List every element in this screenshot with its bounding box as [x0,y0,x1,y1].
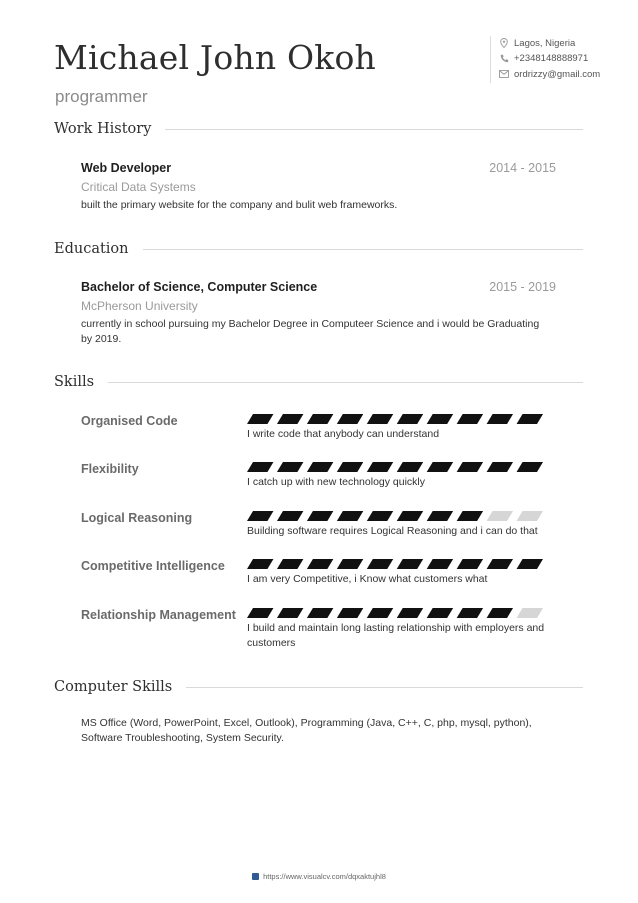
skill-name: Relationship Management [81,608,236,622]
education-institution: McPherson University [81,299,198,313]
skill-segment-filled [337,414,363,424]
education-title: Education [54,241,129,257]
skill-level-bar [247,511,543,521]
contact-email-text: ordrizzy@gmail.com [514,68,601,80]
skill-description: I catch up with new technology quickly [247,476,426,488]
education-section-header [54,241,583,257]
skill-segment-filled [457,462,483,472]
skill-segment-filled [397,559,423,569]
education-description: currently in school pursuing my Bachelor Degree in Computeer Science and i would be Graduating by 2019. [81,318,540,345]
skill-name: Competitive Intelligence [81,559,225,573]
contact-phone [499,52,638,66]
skill-segment-filled [517,414,543,424]
job-position: Web Developer [81,161,172,175]
skill-segment-filled [457,511,483,521]
skills-section-header [54,374,583,390]
footer-url[interactable]: https://www.visualcv.com/dqxaktujhl8 [263,872,386,881]
skill-segment-filled [367,608,393,618]
skill-description: I build and maintain long lasting relationship with employers and customers [247,622,545,649]
skill-description: Building software requires Logical Reasoning and i can do that [247,525,538,537]
job-description: built the primary website for the company and bulit web frameworks. [81,199,398,211]
skill-segment-filled [397,414,423,424]
skill-segment-empty [487,511,513,521]
section-divider [186,687,583,688]
skill-level-bar [247,559,543,569]
section-divider [143,249,583,250]
skill-segment-filled [247,608,273,618]
skill-name: Flexibility [81,462,139,476]
skill-segment-filled [397,462,423,472]
contact-email [499,67,638,81]
skill-level-bar [247,462,543,472]
skills-title: Skills [54,374,95,390]
skill-level-bar [247,608,543,618]
computer-skills-section-header [54,679,583,695]
skill-segment-filled [367,559,393,569]
skill-segment-filled [367,414,393,424]
skill-segment-filled [307,608,333,618]
phone-icon [499,54,509,64]
location-pin-icon [499,38,509,48]
skill-segment-filled [427,511,453,521]
skill-description: I write code that anybody can understand [247,428,440,440]
candidate-role: programmer [55,87,148,106]
skill-segment-filled [427,608,453,618]
section-divider [108,382,583,383]
skill-segment-filled [337,559,363,569]
skill-segment-empty [517,511,543,521]
skill-name: Logical Reasoning [81,511,193,525]
work-history-title: Work History [54,121,152,137]
skill-segment-filled [337,511,363,521]
skill-segment-filled [487,608,513,618]
contact-block [490,36,638,83]
skill-segment-filled [397,511,423,521]
computer-skills-title: Computer Skills [54,679,173,695]
skill-segment-filled [307,559,333,569]
skill-segment-filled [367,462,393,472]
skill-segment-filled [427,414,453,424]
footer [0,872,638,881]
candidate-name: Michael John Okoh [54,38,376,77]
skill-segment-filled [487,462,513,472]
skill-segment-filled [247,559,273,569]
skill-segment-filled [427,559,453,569]
skill-segment-filled [247,414,273,424]
work-history-section-header [54,121,583,137]
skill-segment-filled [517,559,543,569]
skill-segment-filled [307,462,333,472]
section-divider [165,129,583,130]
skill-segment-filled [337,608,363,618]
skill-segment-filled [307,414,333,424]
computer-skills-text: MS Office (Word, PowerPoint, Excel, Outlook), Programming (Java, C++, C, php, mysql, python), Software Troubleshooting, System Security. [81,717,532,744]
skill-segment-filled [247,511,273,521]
job-company: Critical Data Systems [81,180,196,194]
skill-description: I am very Competitive, i Know what customers what [247,573,488,585]
skill-segment-filled [307,511,333,521]
skill-name: Organised Code [81,414,178,428]
contact-location [499,36,638,50]
skill-level-bar [247,414,543,424]
contact-location-text: Lagos, Nigeria [514,37,576,49]
skill-segment-filled [247,462,273,472]
skill-segment-filled [367,511,393,521]
skill-segment-filled [427,462,453,472]
skill-segment-filled [277,608,303,618]
degree-title: Bachelor of Science, Computer Science [81,280,318,294]
skill-segment-filled [457,608,483,618]
skill-segment-filled [517,462,543,472]
skill-segment-filled [457,414,483,424]
mail-icon [499,69,509,79]
skill-segment-filled [487,414,513,424]
skill-segment-filled [457,559,483,569]
skill-segment-filled [487,559,513,569]
visualcv-logo-icon [252,873,259,880]
skill-segment-filled [277,511,303,521]
skill-segment-filled [277,559,303,569]
skill-segment-filled [397,608,423,618]
contact-phone-text: +2348148888971 [514,53,589,64]
skill-segment-filled [277,462,303,472]
skill-segment-empty [517,608,543,618]
job-dates: 2014 - 2015 [489,161,556,175]
education-dates: 2015 - 2019 [489,280,556,294]
skill-segment-filled [277,414,303,424]
skill-segment-filled [337,462,363,472]
